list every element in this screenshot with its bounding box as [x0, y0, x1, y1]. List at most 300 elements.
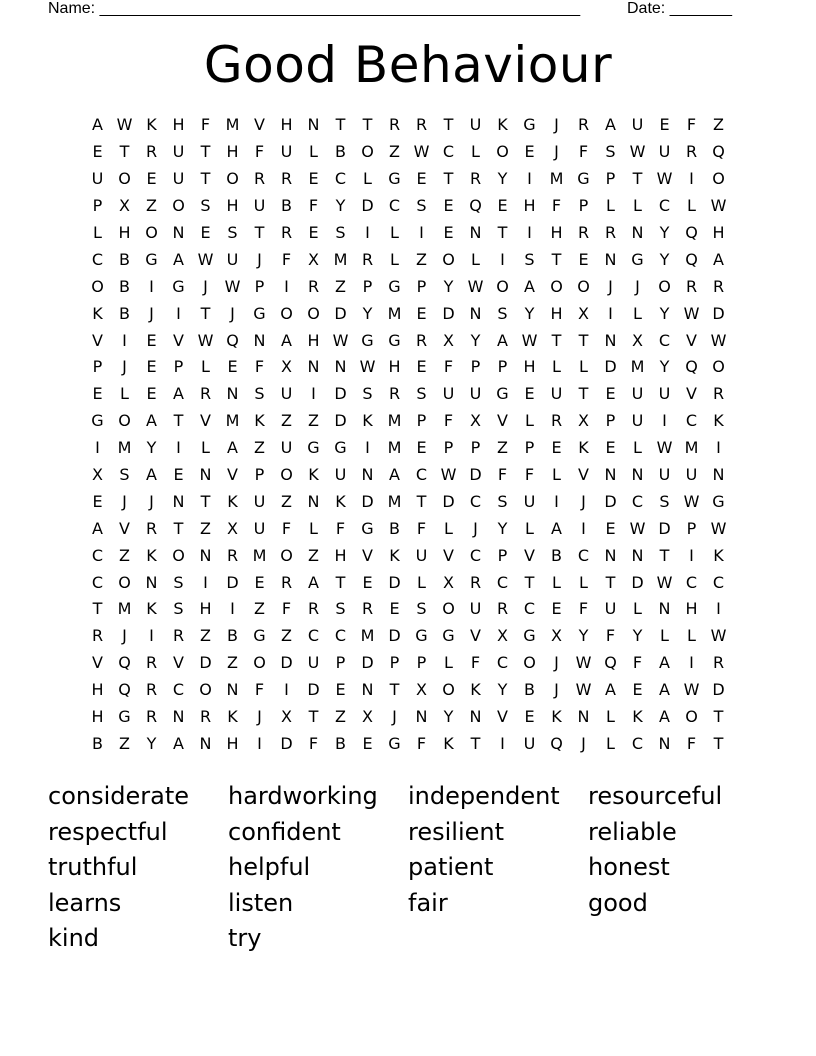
grid-letter[interactable]: K: [227, 707, 238, 727]
grid-letter[interactable]: U: [280, 142, 293, 162]
grid-letter[interactable]: W: [683, 680, 700, 700]
grid-letter[interactable]: E: [605, 518, 616, 538]
grid-letter[interactable]: R: [388, 115, 401, 135]
grid-letter[interactable]: Z: [146, 196, 157, 216]
grid-letter[interactable]: M: [684, 438, 699, 458]
grid-letter[interactable]: W: [116, 115, 133, 135]
grid-letter[interactable]: M: [333, 249, 348, 269]
grid-letter[interactable]: O: [91, 276, 104, 296]
grid-letter[interactable]: U: [631, 384, 644, 404]
grid-letter[interactable]: K: [227, 491, 238, 511]
grid-letter[interactable]: E: [605, 384, 616, 404]
grid-letter[interactable]: H: [523, 196, 536, 216]
grid-letter[interactable]: E: [254, 572, 265, 592]
grid-letter[interactable]: O: [145, 223, 158, 242]
grid-letter[interactable]: A: [92, 115, 103, 135]
grid-letter[interactable]: Z: [308, 545, 319, 565]
grid-letter[interactable]: W: [710, 330, 727, 350]
grid-letter[interactable]: H: [118, 223, 131, 242]
grid-letter[interactable]: R: [280, 572, 293, 592]
grid-letter[interactable]: N: [199, 465, 212, 485]
grid-letter[interactable]: V: [686, 330, 697, 350]
grid-letter[interactable]: L: [471, 249, 480, 269]
grid-letter[interactable]: G: [388, 276, 401, 296]
grid-letter[interactable]: G: [631, 249, 644, 269]
grid-letter[interactable]: N: [415, 707, 428, 727]
grid-letter[interactable]: H: [388, 357, 401, 377]
grid-letter[interactable]: Z: [281, 626, 292, 646]
grid-letter[interactable]: L: [444, 653, 453, 673]
grid-letter[interactable]: B: [389, 518, 400, 538]
grid-letter[interactable]: E: [416, 357, 427, 377]
grid-letter[interactable]: G: [577, 169, 590, 189]
grid-letter[interactable]: O: [280, 465, 293, 485]
grid-letter[interactable]: C: [334, 169, 347, 189]
grid-letter[interactable]: G: [523, 115, 536, 135]
grid-letter[interactable]: T: [470, 733, 481, 753]
grid-letter[interactable]: L: [633, 438, 642, 458]
grid-letter[interactable]: B: [335, 733, 346, 753]
grid-letter[interactable]: L: [687, 626, 696, 646]
grid-letter[interactable]: Z: [200, 626, 211, 646]
grid-letter[interactable]: U: [415, 545, 428, 565]
grid-letter[interactable]: X: [227, 518, 238, 538]
grid-letter[interactable]: D: [334, 411, 347, 431]
grid-letter[interactable]: G: [253, 303, 266, 323]
grid-letter[interactable]: N: [172, 707, 185, 727]
grid-letter[interactable]: I: [500, 733, 505, 753]
grid-letter[interactable]: E: [416, 303, 427, 323]
grid-letter[interactable]: R: [361, 249, 374, 269]
grid-letter[interactable]: I: [122, 330, 127, 350]
grid-letter[interactable]: R: [280, 169, 293, 189]
grid-letter[interactable]: J: [230, 303, 235, 323]
grid-letter[interactable]: S: [200, 196, 211, 216]
grid-letter[interactable]: F: [281, 249, 292, 269]
grid-letter[interactable]: O: [442, 680, 455, 700]
grid-letter[interactable]: Z: [335, 276, 346, 296]
grid-letter[interactable]: Y: [659, 303, 670, 323]
grid-letter[interactable]: A: [92, 518, 103, 538]
grid-letter[interactable]: J: [635, 276, 640, 296]
grid-letter[interactable]: R: [712, 384, 725, 404]
grid-letter[interactable]: D: [442, 303, 455, 323]
grid-letter[interactable]: Z: [335, 707, 346, 727]
grid-letter[interactable]: D: [604, 491, 617, 511]
grid-letter[interactable]: J: [122, 357, 127, 377]
grid-letter[interactable]: N: [307, 115, 320, 135]
grid-letter[interactable]: H: [334, 545, 347, 565]
grid-letter[interactable]: H: [550, 303, 563, 323]
grid-letter[interactable]: F: [578, 599, 589, 619]
grid-letter[interactable]: Z: [389, 142, 400, 162]
grid-letter[interactable]: B: [119, 249, 130, 269]
grid-letter[interactable]: I: [311, 384, 316, 404]
grid-letter[interactable]: Z: [416, 249, 427, 269]
grid-letter[interactable]: G: [91, 411, 104, 431]
grid-letter[interactable]: E: [632, 680, 643, 700]
grid-letter[interactable]: O: [658, 276, 671, 296]
grid-letter[interactable]: K: [362, 411, 373, 431]
grid-letter[interactable]: E: [551, 438, 562, 458]
grid-letter[interactable]: E: [173, 465, 184, 485]
grid-letter[interactable]: S: [416, 196, 427, 216]
grid-letter[interactable]: C: [442, 142, 455, 162]
grid-letter[interactable]: Z: [227, 653, 238, 673]
grid-letter[interactable]: F: [443, 411, 454, 431]
grid-letter[interactable]: L: [201, 357, 210, 377]
grid-letter[interactable]: Z: [713, 115, 724, 135]
grid-letter[interactable]: N: [199, 733, 212, 753]
grid-letter[interactable]: N: [199, 545, 212, 565]
grid-letter[interactable]: O: [550, 276, 563, 296]
grid-letter[interactable]: W: [683, 491, 700, 511]
grid-letter[interactable]: W: [710, 518, 727, 538]
grid-letter[interactable]: P: [524, 438, 535, 458]
grid-letter[interactable]: T: [578, 384, 589, 404]
grid-letter[interactable]: U: [442, 384, 455, 404]
grid-letter[interactable]: R: [91, 626, 104, 646]
grid-letter[interactable]: L: [633, 599, 642, 619]
grid-letter[interactable]: G: [307, 438, 320, 458]
grid-letter[interactable]: D: [361, 196, 374, 216]
grid-letter[interactable]: P: [92, 196, 103, 216]
grid-letter[interactable]: U: [253, 196, 266, 216]
grid-letter[interactable]: Y: [146, 438, 157, 458]
grid-letter[interactable]: E: [389, 599, 400, 619]
grid-letter[interactable]: V: [497, 707, 508, 727]
grid-letter[interactable]: H: [712, 223, 725, 242]
grid-letter[interactable]: U: [280, 438, 293, 458]
grid-letter[interactable]: V: [497, 411, 508, 431]
grid-letter[interactable]: T: [632, 169, 643, 189]
grid-letter[interactable]: V: [443, 545, 454, 565]
grid-letter[interactable]: L: [606, 196, 615, 216]
grid-letter[interactable]: Z: [281, 491, 292, 511]
grid-letter[interactable]: I: [662, 411, 667, 431]
grid-letter[interactable]: B: [227, 626, 238, 646]
grid-letter[interactable]: P: [605, 411, 616, 431]
grid-letter[interactable]: C: [685, 572, 698, 592]
grid-letter[interactable]: F: [416, 733, 427, 753]
grid-letter[interactable]: X: [308, 249, 319, 269]
grid-letter[interactable]: U: [658, 465, 671, 485]
grid-letter[interactable]: C: [631, 733, 644, 753]
grid-letter[interactable]: I: [365, 438, 370, 458]
grid-letter[interactable]: N: [712, 465, 725, 485]
grid-letter[interactable]: W: [575, 680, 592, 700]
grid-letter[interactable]: T: [335, 572, 346, 592]
grid-letter[interactable]: T: [497, 223, 508, 242]
grid-letter[interactable]: N: [631, 545, 644, 565]
grid-letter[interactable]: I: [716, 438, 721, 458]
grid-letter[interactable]: W: [197, 330, 214, 350]
grid-letter[interactable]: T: [389, 680, 400, 700]
grid-letter[interactable]: C: [631, 491, 644, 511]
grid-letter[interactable]: O: [280, 303, 293, 323]
grid-letter[interactable]: U: [469, 599, 482, 619]
grid-letter[interactable]: I: [500, 249, 505, 269]
grid-letter[interactable]: A: [659, 707, 670, 727]
grid-letter[interactable]: W: [629, 142, 646, 162]
grid-letter[interactable]: P: [578, 196, 589, 216]
grid-letter[interactable]: G: [334, 438, 347, 458]
grid-letter[interactable]: L: [552, 465, 561, 485]
grid-letter[interactable]: V: [227, 465, 238, 485]
grid-letter[interactable]: D: [334, 384, 347, 404]
grid-letter[interactable]: L: [606, 733, 615, 753]
grid-letter[interactable]: D: [226, 572, 239, 592]
grid-letter[interactable]: O: [172, 196, 185, 216]
grid-letter[interactable]: P: [443, 438, 454, 458]
grid-letter[interactable]: Q: [118, 653, 131, 673]
grid-letter[interactable]: B: [335, 142, 346, 162]
grid-letter[interactable]: P: [470, 438, 481, 458]
grid-letter[interactable]: I: [257, 733, 262, 753]
grid-letter[interactable]: L: [444, 518, 453, 538]
grid-letter[interactable]: Y: [362, 303, 373, 323]
grid-letter[interactable]: Y: [335, 196, 346, 216]
grid-letter[interactable]: L: [525, 518, 534, 538]
grid-letter[interactable]: C: [685, 411, 698, 431]
grid-letter[interactable]: U: [685, 465, 698, 485]
grid-letter[interactable]: L: [417, 572, 426, 592]
grid-letter[interactable]: J: [122, 626, 127, 646]
grid-letter[interactable]: N: [604, 330, 617, 350]
grid-letter[interactable]: D: [307, 680, 320, 700]
grid-letter[interactable]: S: [362, 384, 373, 404]
grid-letter[interactable]: R: [199, 707, 212, 727]
grid-letter[interactable]: Q: [685, 357, 698, 377]
grid-letter[interactable]: I: [230, 599, 235, 619]
grid-letter[interactable]: C: [91, 545, 104, 565]
grid-letter[interactable]: C: [523, 599, 536, 619]
grid-letter[interactable]: T: [173, 411, 184, 431]
grid-letter[interactable]: C: [469, 491, 482, 511]
grid-letter[interactable]: A: [308, 572, 319, 592]
grid-letter[interactable]: A: [173, 249, 184, 269]
grid-letter[interactable]: F: [281, 518, 292, 538]
grid-letter[interactable]: K: [443, 733, 454, 753]
grid-letter[interactable]: Q: [685, 249, 698, 269]
grid-letter[interactable]: N: [469, 707, 482, 727]
grid-letter[interactable]: C: [577, 545, 590, 565]
grid-letter[interactable]: R: [361, 599, 374, 619]
grid-letter[interactable]: F: [200, 115, 211, 135]
grid-letter[interactable]: H: [91, 680, 104, 700]
grid-letter[interactable]: L: [633, 303, 642, 323]
grid-letter[interactable]: Z: [497, 438, 508, 458]
grid-letter[interactable]: I: [554, 491, 559, 511]
grid-letter[interactable]: U: [253, 491, 266, 511]
grid-letter[interactable]: E: [551, 599, 562, 619]
grid-letter[interactable]: R: [712, 653, 725, 673]
grid-letter[interactable]: J: [203, 276, 208, 296]
grid-letter[interactable]: I: [527, 223, 532, 242]
grid-letter[interactable]: D: [199, 653, 212, 673]
grid-letter[interactable]: R: [604, 223, 617, 242]
grid-letter[interactable]: F: [254, 142, 265, 162]
grid-letter[interactable]: V: [254, 115, 265, 135]
grid-letter[interactable]: T: [335, 115, 346, 135]
grid-letter[interactable]: E: [227, 357, 238, 377]
grid-letter[interactable]: U: [91, 169, 104, 189]
grid-letter[interactable]: B: [524, 680, 535, 700]
grid-letter[interactable]: R: [145, 707, 158, 727]
grid-letter[interactable]: L: [579, 357, 588, 377]
grid-letter[interactable]: T: [605, 572, 616, 592]
grid-letter[interactable]: R: [388, 384, 401, 404]
grid-letter[interactable]: C: [415, 465, 428, 485]
grid-letter[interactable]: U: [631, 411, 644, 431]
grid-letter[interactable]: P: [416, 411, 427, 431]
grid-letter[interactable]: D: [280, 733, 293, 753]
grid-letter[interactable]: T: [578, 330, 589, 350]
grid-letter[interactable]: M: [117, 599, 132, 619]
grid-letter[interactable]: N: [172, 223, 185, 242]
grid-letter[interactable]: C: [496, 653, 509, 673]
grid-letter[interactable]: R: [415, 330, 428, 350]
grid-letter[interactable]: Z: [200, 518, 211, 538]
grid-letter[interactable]: N: [604, 249, 617, 269]
grid-letter[interactable]: I: [608, 303, 613, 323]
grid-letter[interactable]: X: [443, 330, 454, 350]
grid-letter[interactable]: L: [363, 169, 372, 189]
grid-letter[interactable]: K: [713, 411, 724, 431]
grid-letter[interactable]: Y: [497, 518, 508, 538]
grid-letter[interactable]: W: [440, 465, 457, 485]
grid-letter[interactable]: I: [716, 599, 721, 619]
grid-letter[interactable]: K: [146, 115, 157, 135]
grid-letter[interactable]: R: [577, 115, 590, 135]
grid-letter[interactable]: F: [335, 518, 346, 538]
grid-letter[interactable]: T: [119, 142, 130, 162]
grid-letter[interactable]: N: [334, 357, 347, 377]
grid-letter[interactable]: X: [416, 680, 427, 700]
grid-letter[interactable]: E: [659, 115, 670, 135]
grid-letter[interactable]: H: [280, 115, 293, 135]
grid-letter[interactable]: Z: [308, 411, 319, 431]
grid-letter[interactable]: J: [554, 653, 559, 673]
grid-letter[interactable]: R: [145, 653, 158, 673]
grid-letter[interactable]: K: [389, 545, 400, 565]
grid-letter[interactable]: K: [551, 707, 562, 727]
grid-letter[interactable]: E: [524, 707, 535, 727]
grid-letter[interactable]: C: [172, 680, 185, 700]
grid-letter[interactable]: M: [252, 545, 267, 565]
grid-letter[interactable]: P: [92, 357, 103, 377]
grid-letter[interactable]: S: [605, 142, 616, 162]
grid-letter[interactable]: I: [527, 169, 532, 189]
grid-letter[interactable]: M: [387, 438, 402, 458]
grid-letter[interactable]: U: [172, 142, 185, 162]
grid-letter[interactable]: F: [308, 733, 319, 753]
grid-letter[interactable]: Z: [281, 411, 292, 431]
grid-letter[interactable]: E: [605, 438, 616, 458]
grid-letter[interactable]: D: [388, 572, 401, 592]
grid-letter[interactable]: N: [307, 357, 320, 377]
grid-letter[interactable]: X: [578, 303, 589, 323]
grid-letter[interactable]: O: [361, 142, 374, 162]
grid-letter[interactable]: T: [200, 303, 211, 323]
grid-letter[interactable]: I: [689, 653, 694, 673]
grid-letter[interactable]: S: [173, 599, 184, 619]
grid-letter[interactable]: R: [577, 223, 590, 242]
grid-letter[interactable]: O: [118, 169, 131, 189]
grid-letter[interactable]: G: [496, 384, 509, 404]
grid-letter[interactable]: E: [146, 330, 157, 350]
grid-letter[interactable]: F: [470, 653, 481, 673]
grid-letter[interactable]: R: [145, 142, 158, 162]
grid-letter[interactable]: F: [551, 196, 562, 216]
grid-letter[interactable]: P: [416, 276, 427, 296]
grid-letter[interactable]: O: [685, 707, 698, 727]
grid-letter[interactable]: S: [659, 491, 670, 511]
grid-letter[interactable]: T: [713, 707, 724, 727]
grid-letter[interactable]: K: [713, 545, 724, 565]
grid-letter[interactable]: G: [361, 330, 374, 350]
grid-letter[interactable]: T: [173, 518, 184, 538]
grid-letter[interactable]: Q: [712, 142, 725, 162]
grid-letter[interactable]: S: [497, 303, 508, 323]
grid-letter[interactable]: A: [605, 115, 616, 135]
grid-letter[interactable]: E: [443, 196, 454, 216]
grid-letter[interactable]: W: [197, 249, 214, 269]
grid-letter[interactable]: G: [118, 707, 131, 727]
grid-letter[interactable]: N: [361, 465, 374, 485]
grid-letter[interactable]: L: [579, 572, 588, 592]
grid-letter[interactable]: M: [117, 438, 132, 458]
grid-letter[interactable]: I: [203, 572, 208, 592]
grid-letter[interactable]: C: [658, 196, 671, 216]
grid-letter[interactable]: M: [549, 169, 564, 189]
grid-letter[interactable]: V: [686, 384, 697, 404]
grid-letter[interactable]: H: [523, 357, 536, 377]
grid-letter[interactable]: R: [415, 115, 428, 135]
grid-letter[interactable]: I: [95, 438, 100, 458]
grid-letter[interactable]: W: [332, 330, 349, 350]
grid-letter[interactable]: V: [92, 330, 103, 350]
grid-letter[interactable]: K: [146, 545, 157, 565]
grid-letter[interactable]: W: [467, 276, 484, 296]
grid-letter[interactable]: K: [254, 411, 265, 431]
grid-letter[interactable]: R: [469, 572, 482, 592]
grid-letter[interactable]: X: [551, 626, 562, 646]
grid-letter[interactable]: V: [524, 545, 535, 565]
grid-letter[interactable]: R: [307, 276, 320, 296]
grid-letter[interactable]: V: [362, 545, 373, 565]
grid-letter[interactable]: E: [443, 223, 454, 242]
grid-letter[interactable]: N: [226, 384, 239, 404]
grid-letter[interactable]: H: [685, 599, 698, 619]
grid-letter[interactable]: A: [173, 733, 184, 753]
grid-letter[interactable]: R: [280, 223, 293, 242]
grid-letter[interactable]: V: [92, 653, 103, 673]
grid-letter[interactable]: R: [226, 545, 239, 565]
grid-letter[interactable]: R: [550, 411, 563, 431]
grid-letter[interactable]: I: [284, 680, 289, 700]
grid-letter[interactable]: E: [200, 223, 211, 242]
grid-letter[interactable]: C: [469, 545, 482, 565]
grid-letter[interactable]: L: [687, 196, 696, 216]
grid-letter[interactable]: Q: [226, 330, 239, 350]
grid-letter[interactable]: D: [469, 465, 482, 485]
grid-letter[interactable]: X: [470, 411, 481, 431]
grid-letter[interactable]: A: [497, 330, 508, 350]
grid-letter[interactable]: X: [281, 357, 292, 377]
grid-letter[interactable]: O: [118, 411, 131, 431]
grid-letter[interactable]: M: [225, 115, 240, 135]
